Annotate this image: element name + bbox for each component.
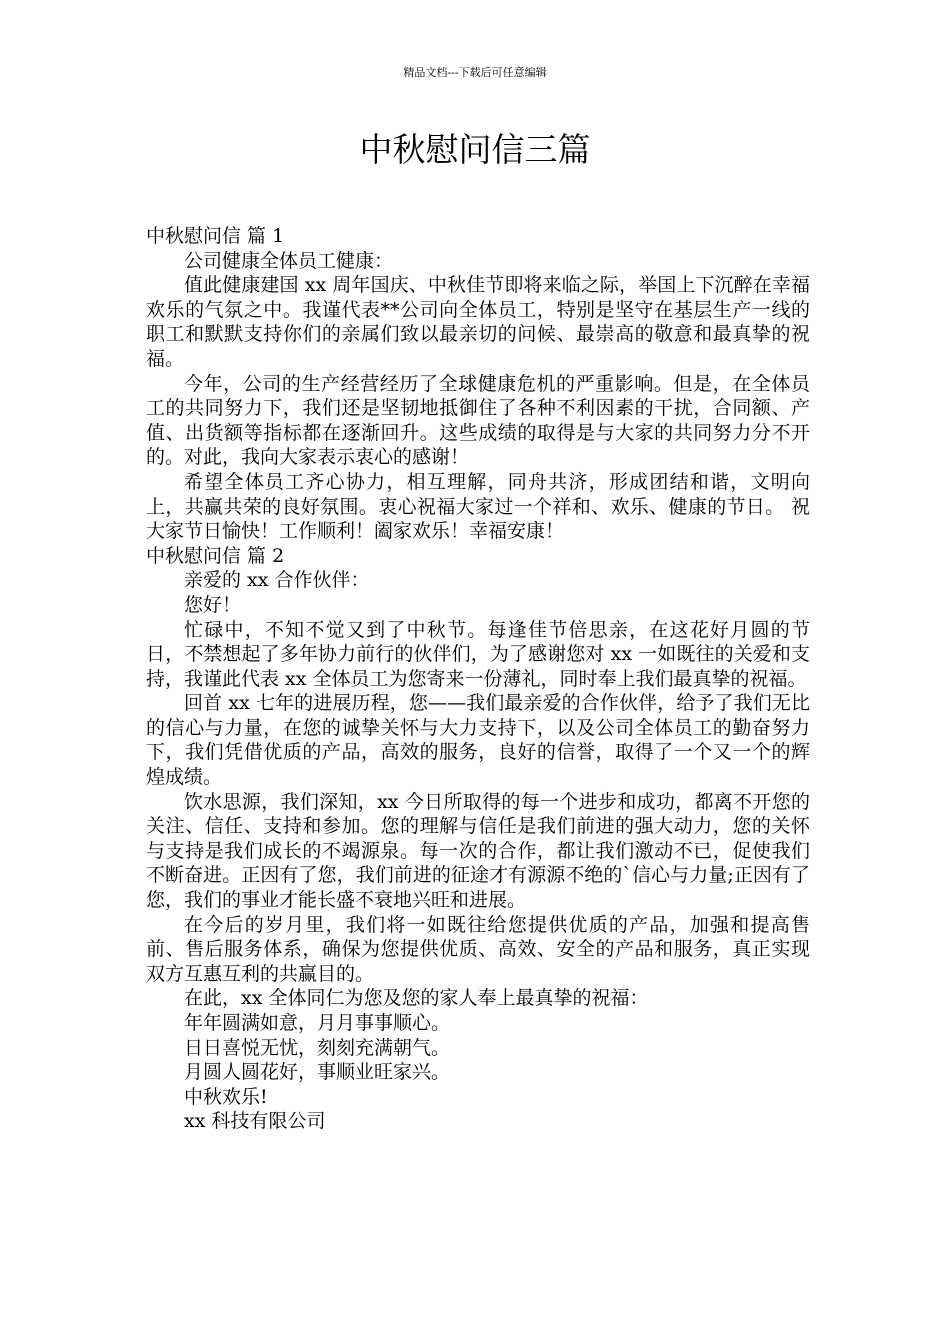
closing-line: 中秋欢乐!: [184, 1085, 268, 1108]
body-paragraph: 在今后的岁月里，我们将一如既往给您提供优质的产品，加强和提高售前、售后服务体系，确保为您提供优质、高效、安全的产品和服务，真正实现双方互惠互利的共赢目的。: [146, 913, 810, 985]
blessing-line: 月圆人圆花好，事顺业旺家兴。: [184, 1061, 451, 1084]
section-heading: 中秋慰问信 篇 1: [146, 225, 285, 247]
body-paragraph: 回首 xx 七年的进展历程，您——我们最亲爱的合作伙伴，给予了我们无比的信心与力量，在您的诚挚关怀与大力支持下，以及公司全体员工的勤奋努力下，我们凭借优质的产品，高效的服务，良好的信誉，取得了一个又一个的辉煌成绩。: [146, 692, 810, 789]
salutation: 亲爱的 xx 合作伙伴：: [184, 569, 370, 592]
salutation: 公司健康全体员工健康：: [184, 249, 394, 272]
signature-company: xx 科技有限公司: [184, 1110, 326, 1133]
document-title: 中秋慰问信三篇: [359, 130, 591, 169]
section-heading: 中秋慰问信 篇 2: [146, 544, 285, 567]
greeting: 您好！: [184, 593, 242, 616]
blessing-line: 日日喜悦无忧，刻刻充满朝气。: [184, 1036, 451, 1059]
body-paragraph: 希望全体员工齐心协力，相互理解，同舟共济，形成团结和谐，文明向上，共赢共荣的良好氛围。衷心祝福大家过一个祥和、欢乐、健康的节日。 祝大家节日愉快！工作顺利！阖家欢乐！幸福安康！: [146, 470, 810, 543]
body-paragraph: 忙碌中，不知不觉又到了中秋节。每逢佳节倍思亲，在这花好月圆的节日，不禁想起了多年协力前行的伙伴们，为了感谢您对 xx 一如既往的关爱和支持，我谨此代表 xx 全体员工为您寄来一份薄礼，同时奉上我们最真挚的祝福。: [146, 618, 810, 690]
document-body: [146, 224, 810, 1134]
body-paragraph: 值此健康建国 xx 周年国庆、中秋佳节即将来临之际，举国上下沉醉在幸福欢乐的气氛之中。我谨代表**公司向全体员工，特别是坚守在基层生产一线的职工和默默支持你们的亲属们致以最亲切的问候、最崇高的敬意和最真挚的祝福。: [146, 274, 810, 370]
body-paragraph: 在此，xx 全体同仁为您及您的家人奉上最真挚的祝福：: [184, 987, 649, 1010]
blessing-line: 年年圆满如意，月月事事顺心。: [184, 1012, 451, 1034]
header-note: 精品文档---下载后可任意编辑: [403, 66, 547, 79]
body-paragraph: 饮水思源，我们深知，xx 今日所取得的每一个进步和成功，都离不开您的关注、信任、支持和参加。您的理解与信任是我们前进的强大动力，您的关怀与支持是我们成长的不竭源泉。每一次的合作，都让我们激动不已，促使我们不断奋进。正因有了您，我们前进的征途才有源源不绝的`信心与力量;正因有了您，我们的事业才能长盛不衰地兴旺和进展。: [146, 790, 810, 912]
body-paragraph: 今年，公司的生产经营经历了全球健康危机的严重影响。但是，在全体员工的共同努力下，我们还是坚韧地抵御住了各种不利因素的干扰，合同额、产值、出货额等指标都在逐渐回升。这些成绩的取得是与大家的共同努力分不开的。对此，我向大家表示衷心的感谢！: [146, 372, 810, 469]
